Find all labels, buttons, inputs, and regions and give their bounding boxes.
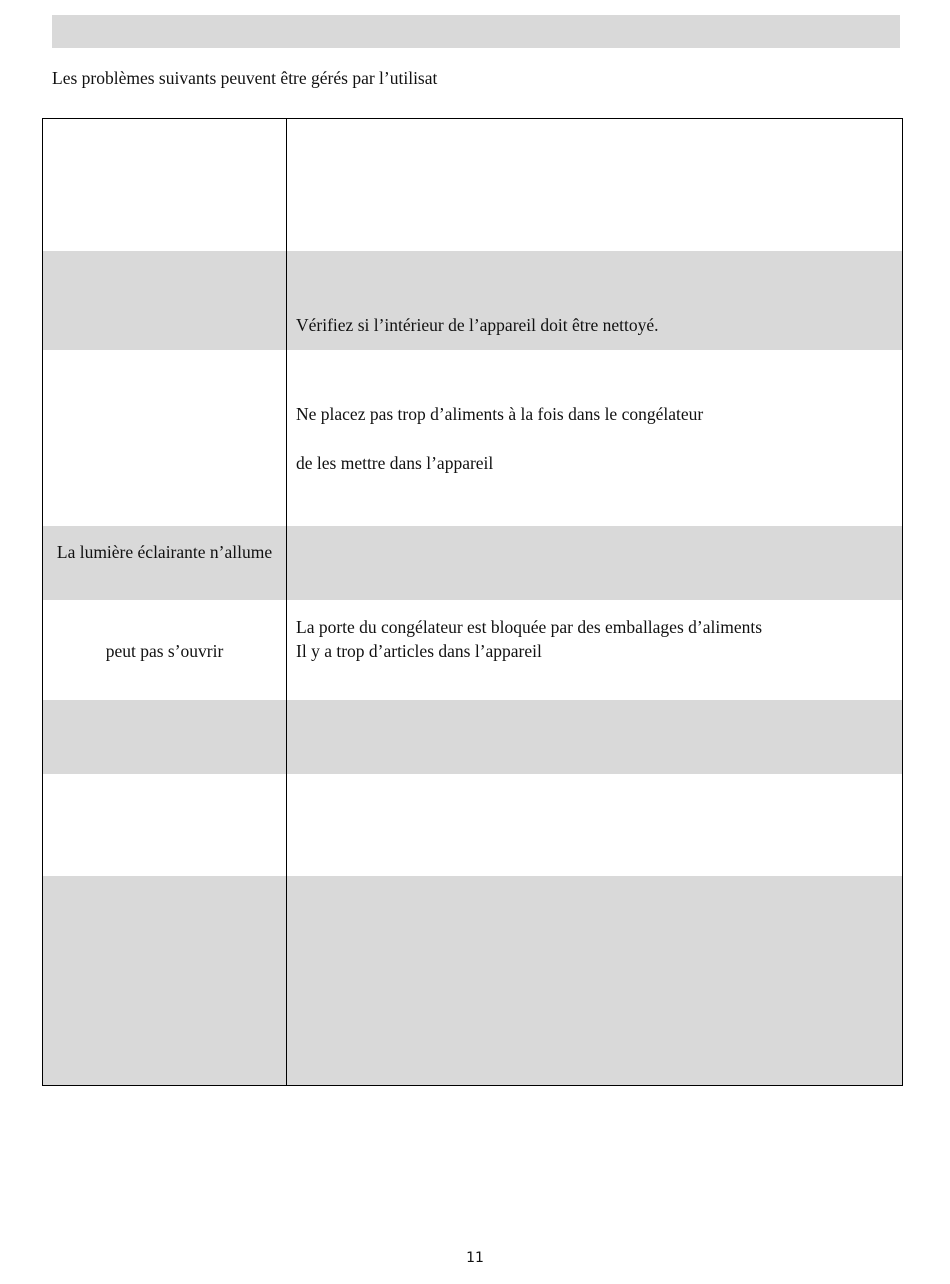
table-row	[43, 774, 902, 876]
table-row	[43, 251, 902, 350]
table-row	[43, 600, 902, 700]
problem-text: La lumière éclairante n’allume	[56, 542, 273, 562]
table-row	[43, 700, 902, 774]
page-number: 11	[466, 1250, 484, 1266]
troubleshooting-table	[42, 118, 903, 1086]
section-header-bar	[52, 15, 900, 48]
remedy-text: Vérifiez si l’intérieur de l’appareil doit être nettoyé.	[296, 315, 659, 335]
remedy-text: de les mettre dans l’appareil	[296, 453, 494, 473]
remedy-text: Ne placez pas trop d’aliments à la fois dans le congélateur	[296, 404, 704, 424]
column-divider	[286, 119, 287, 1085]
cause-text: Il y a trop d’articles dans l’appareil	[296, 641, 542, 661]
problem-text: peut pas s’ouvrir	[105, 641, 224, 661]
table-row	[43, 350, 902, 526]
table-row	[43, 526, 902, 600]
intro-text: Les problèmes suivants peuvent être gérés par l’utilisat	[52, 68, 438, 88]
table-row	[43, 119, 902, 251]
table-row	[43, 876, 902, 1085]
cause-text: La porte du congélateur est bloquée par des emballages d’aliments	[296, 617, 763, 637]
